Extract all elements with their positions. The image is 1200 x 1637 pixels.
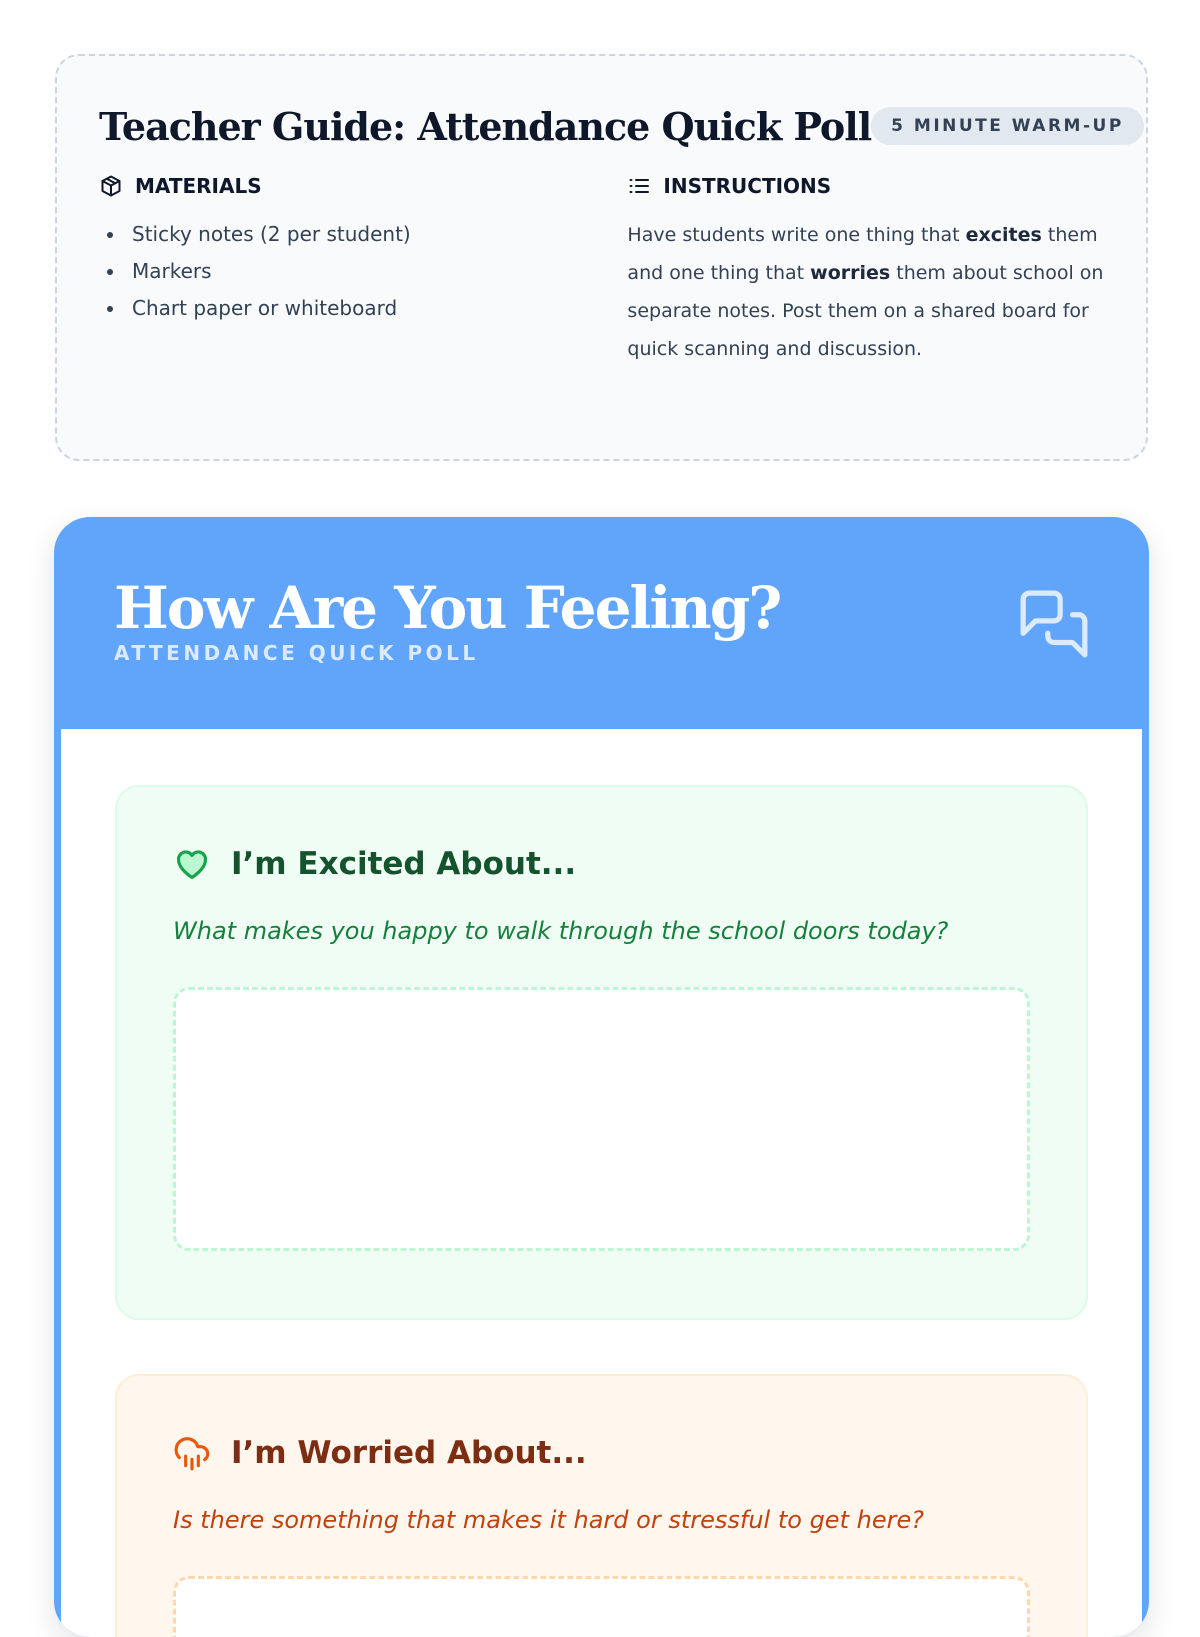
instructions-heading-label: INSTRUCTIONS <box>663 174 832 198</box>
instructions-text-part: Have students write one thing that <box>627 224 966 246</box>
teacher-guide-header <box>99 100 1124 152</box>
worried-heading-label: I’m Worried About... <box>231 1435 587 1471</box>
materials-section <box>99 168 627 368</box>
instructions-section <box>627 168 1106 368</box>
poll-subtitle: ATTENDANCE QUICK POLL <box>114 640 479 665</box>
list-icon <box>627 174 651 198</box>
chat-bubbles-icon <box>1017 587 1091 661</box>
poll-body <box>61 729 1142 1637</box>
rain-cloud-icon <box>173 1434 211 1472</box>
teacher-guide-columns <box>99 168 1106 368</box>
materials-heading <box>99 168 627 204</box>
instructions-text-part: them about school on separate notes. Post them on a shared board for quick scanning and discussion. <box>627 262 1104 360</box>
materials-list-item: Chart paper or whiteboard <box>99 290 627 327</box>
instructions-emphasis-worries: worries <box>810 262 891 284</box>
package-icon <box>99 174 123 198</box>
materials-list <box>99 216 627 327</box>
excited-heading-label: I’m Excited About... <box>231 846 577 882</box>
worried-question: Is there something that makes it hard or stressful to get here? <box>173 1506 924 1534</box>
feeling-poll-card <box>54 517 1149 1637</box>
excited-question: What makes you happy to walk through the school doors today? <box>173 917 949 945</box>
worried-answer-area[interactable] <box>173 1576 1030 1637</box>
instructions-emphasis-excites: excites <box>965 224 1042 246</box>
excited-heading <box>173 845 1030 883</box>
teacher-guide-card <box>55 54 1148 461</box>
instructions-text-part: them and one thing that <box>627 224 1098 284</box>
teacher-guide-title: Teacher Guide: Attendance Quick Poll <box>99 103 872 149</box>
materials-list-item: Sticky notes (2 per student) <box>99 216 627 253</box>
poll-title: How Are You Feeling? <box>114 574 781 642</box>
warm-up-badge: 5 MINUTE WARM-UP <box>871 107 1144 145</box>
excited-prompt-card <box>115 785 1088 1320</box>
materials-heading-label: MATERIALS <box>135 174 262 198</box>
poll-header <box>54 517 1149 729</box>
materials-list-item: Markers <box>99 253 627 290</box>
heart-icon <box>173 845 211 883</box>
instructions-heading <box>627 168 1106 204</box>
instructions-text <box>627 216 1106 368</box>
worried-prompt-card <box>115 1374 1088 1637</box>
excited-answer-area[interactable] <box>173 987 1030 1251</box>
worried-heading <box>173 1434 1030 1472</box>
